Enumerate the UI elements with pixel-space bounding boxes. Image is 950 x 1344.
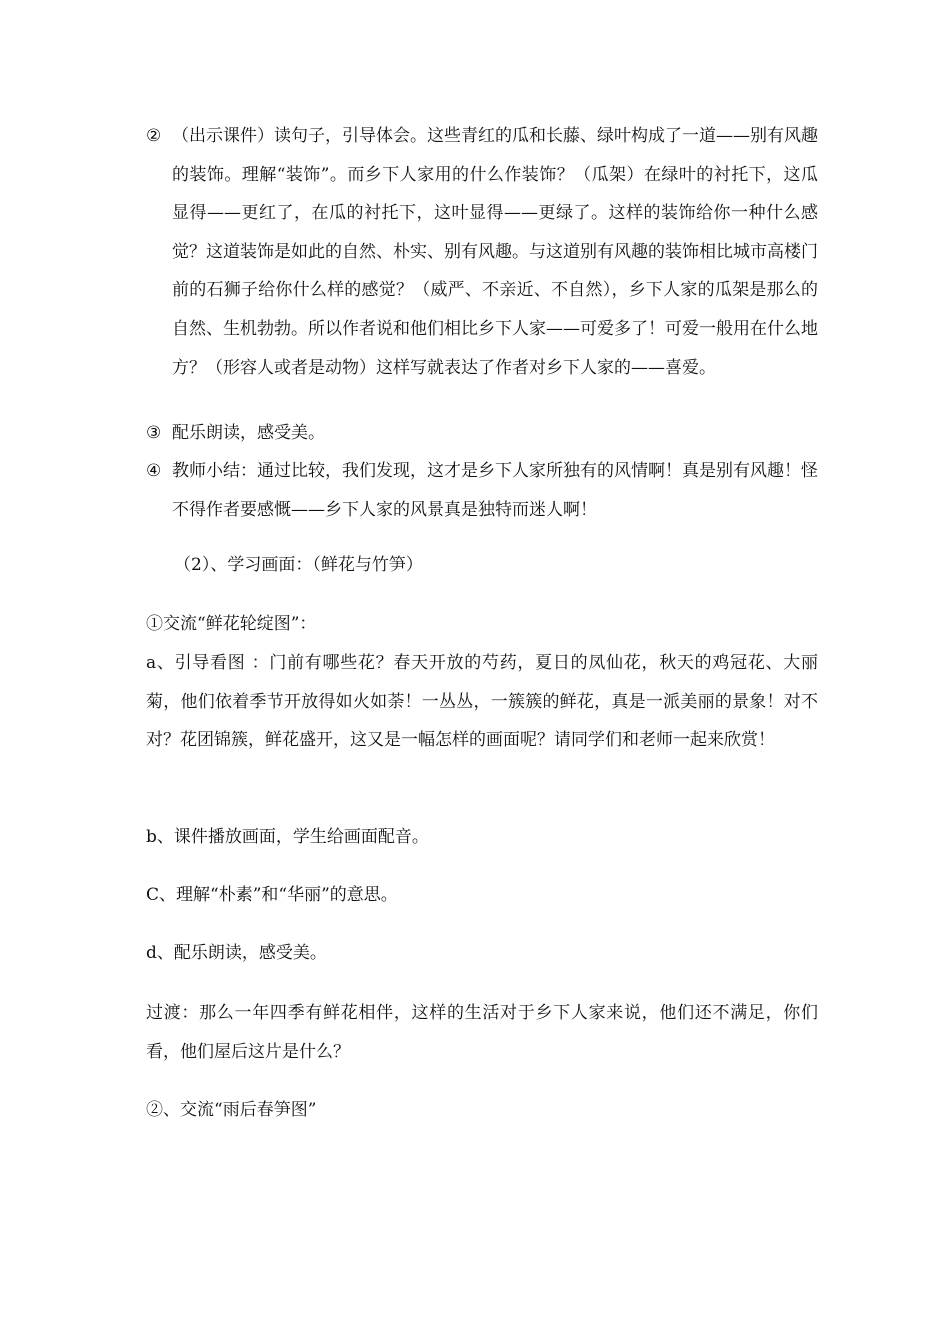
- list-marker: ②: [146, 126, 162, 146]
- list-item-text: 配乐朗读，感受美。: [172, 423, 325, 443]
- list-marker: ③: [146, 423, 162, 443]
- list-item-3: [146, 414, 818, 453]
- list-marker: ④: [146, 461, 162, 481]
- step-b-paragraph: b、课件播放画面，学生给画面配音。: [146, 827, 429, 847]
- step-c-paragraph: C、理解“朴素”和“华丽”的意思。: [146, 885, 398, 905]
- subsection-heading-bamboo: ②、交流“雨后春笋图”: [146, 1100, 317, 1120]
- list-item-4: [146, 452, 818, 529]
- list-item-text: （出示课件）读句子，引导体会。这些青红的瓜和长藤、绿叶构成了一道——别有风趣的装饰。理解“装饰”。而乡下人家用的什么作装饰？（瓜架）在绿叶的衬托下，这瓜显得——更红了，在瓜的衬托下，这叶显得——更绿了。这样的装饰给你一种什么感觉？这道装饰是如此的自然、朴实、别有风趣。与这道别有风趣的装饰相比城市高楼门前的石狮子给你什么样的感觉？（威严、不亲近、不自然），乡下人家的瓜架是那么的自然、生机勃勃。所以作者说和他们相比乡下人家——可爱多了！可爱一般用在什么地方？（形容人或者是动物）这样写就表达了作者对乡下人家的——喜爱。: [172, 126, 818, 378]
- step-a-paragraph: a、引导看图 ：门前有哪些花？春天开放的芍药，夏日的凤仙花，秋天的鸡冠花、大丽菊，他们依着季节开放得如火如荼！一丛丛，一簇簇的鲜花，真是一派美丽的景象！对不对？花团锦簇，鲜花盛开，这又是一幅怎样的画面呢？请同学们和老师一起来欣赏！: [146, 653, 818, 751]
- section-heading: （2）、学习画面：（鲜花与竹笋）: [174, 555, 423, 575]
- list-item-text: 教师小结：通过比较，我们发现，这才是乡下人家所独有的风情啊！真是别有风趣！怪不得作者要感慨——乡下人家的风景真是独特而迷人啊！: [172, 461, 818, 520]
- transition-paragraph: 过渡：那么一年四季有鲜花相伴，这样的生活对于乡下人家来说，他们还不满足，你们看，他们屋后这片是什么？: [146, 1003, 818, 1062]
- step-d-paragraph: d、配乐朗读，感受美。: [146, 943, 327, 963]
- subsection-heading-flowers: ①交流“鲜花轮绽图”：: [146, 614, 317, 634]
- list-item-2: [146, 117, 818, 387]
